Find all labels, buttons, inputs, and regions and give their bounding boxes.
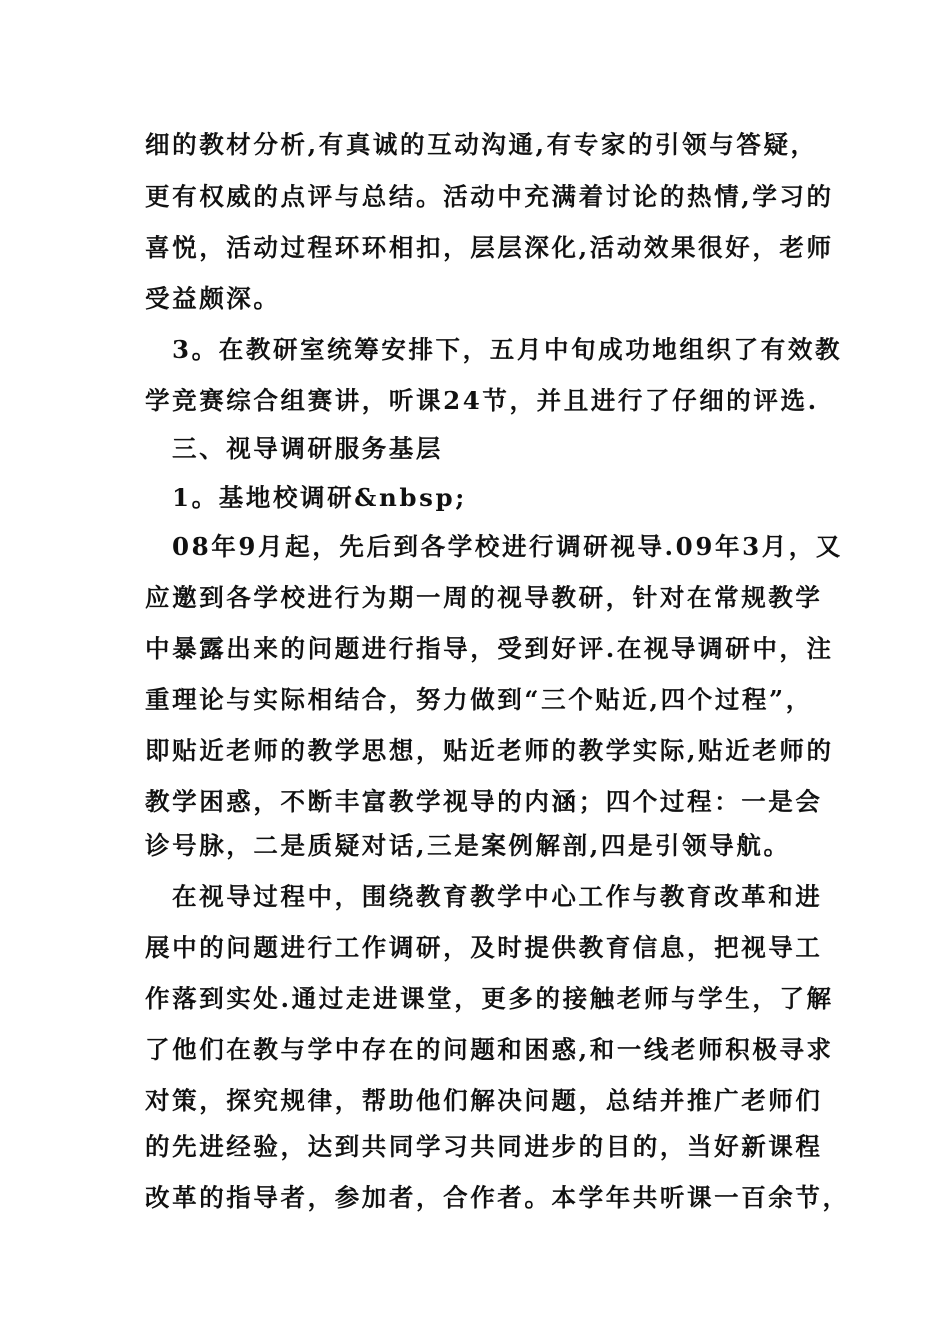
text-line: 受益颇深。 [145, 284, 281, 313]
text-line: 学竞赛综合组赛讲，听课24节，并且进行了仔细的评选. [145, 386, 819, 415]
paragraph-start-line: 08年9月起，先后到各学校进行调研视导.09年3月，又 [172, 532, 844, 561]
text-line: 了他们在教与学中存在的问题和困惑,和一线老师积极寻求 [145, 1035, 834, 1064]
text-line: 细的教材分析,有真诚的互动沟通,有专家的引领与答疑， [145, 130, 818, 159]
section-heading: 三、视导调研服务基层 [172, 434, 443, 463]
text-line: 即贴近老师的教学思想，贴近老师的教学实际,贴近老师的 [145, 736, 834, 765]
text-line: 中暴露出来的问题进行指导，受到好评.在视导调研中，注 [145, 634, 834, 663]
text-line: 重理论与实际相结合，努力做到“三个贴近,四个过程”， [145, 685, 813, 714]
paragraph-start-line: 在视导过程中，围绕教育教学中心工作与教育改革和进 [172, 882, 823, 911]
text-line: 对策，探究规律，帮助他们解决问题，总结并推广老师们 [145, 1086, 823, 1115]
text-line: 更有权威的点评与总结。活动中充满着讨论的热情,学习的 [145, 182, 834, 211]
paragraph-start-line: 3。在教研室统筹安排下，五月中旬成功地组织了有效教 [172, 335, 843, 364]
text-line: 作落到实处.通过走进课堂，更多的接触老师与学生，了解 [145, 984, 834, 1013]
text-line: 喜悦，活动过程环环相扣，层层深化,活动效果很好，老师 [145, 233, 834, 262]
text-line: 应邀到各学校进行为期一周的视导教研，针对在常规教学 [145, 583, 823, 612]
text-line: 教学困惑，不断丰富教学视导的内涵；四个过程：一是会 [145, 787, 823, 816]
text-line: 的先进经验，达到共同学习共同进步的目的，当好新课程 [145, 1132, 823, 1161]
text-line: 改革的指导者，参加者，合作者。本学年共听课一百余节， [145, 1183, 850, 1212]
text-line: 展中的问题进行工作调研，及时提供教育信息，把视导工 [145, 933, 823, 962]
text-line: 诊号脉，二是质疑对话,三是案例解剖,四是引领导航。 [145, 831, 791, 860]
subsection-heading: 1。基地校调研&nbsp; [172, 483, 467, 512]
